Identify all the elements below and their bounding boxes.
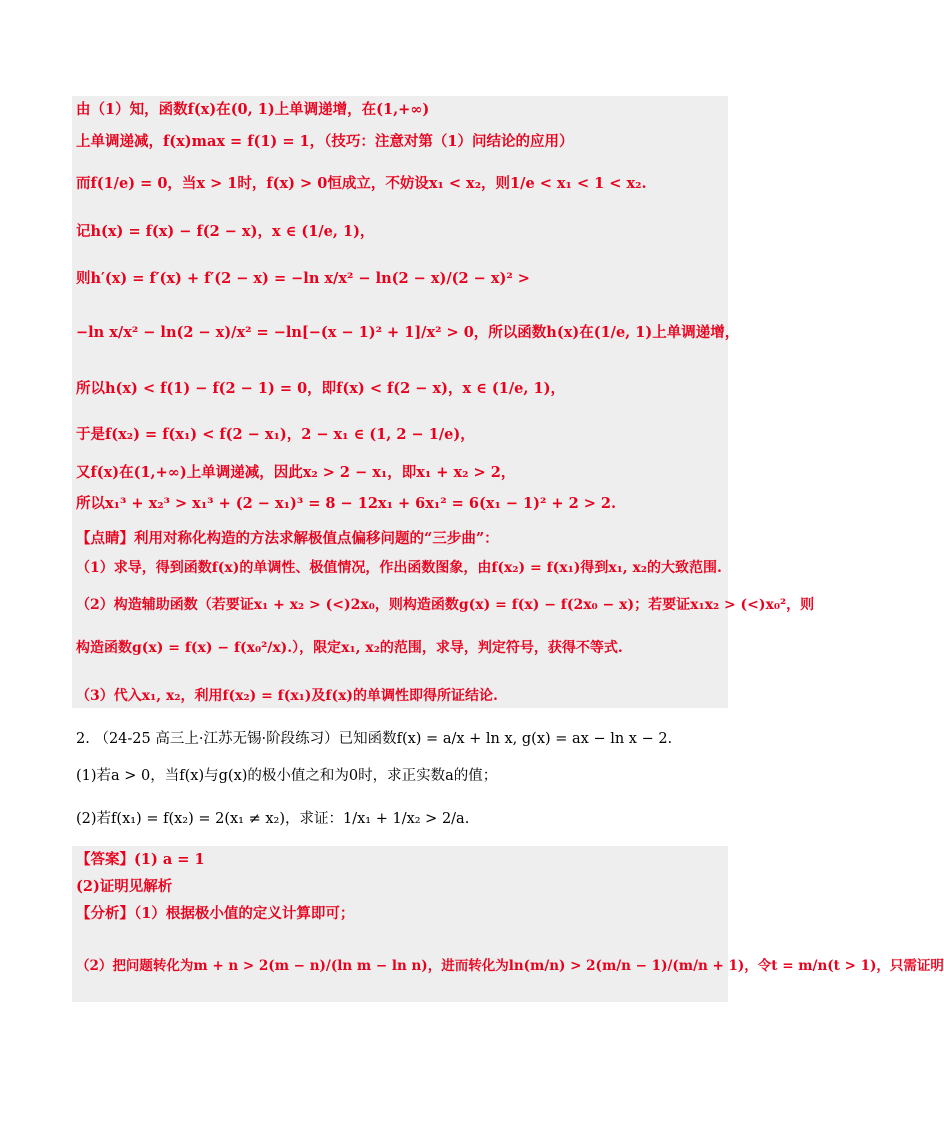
note-step-1: （1）求导，得到函数f(x)的单调性、极值情况，作出函数图象，由f(x₂) = f(x₁)得到x₁, x₂的大致范围.: [76, 560, 722, 576]
note-step-2b: 构造函数g(x) = f(x) − f(x₀²/x).），限定x₁, x₂的范围，求导，判定符号，获得不等式.: [76, 640, 623, 656]
solution-line-1: 由（1）知，函数f(x)在(0, 1)上单调递增，在(1,+∞): [76, 101, 430, 118]
solution-line-2: 上单调递减，f(x)max = f(1) = 1，（技巧：注意对第（1）问结论的应用）: [76, 133, 574, 150]
problem-part-2: (2)若f(x₁) = f(x₂) = 2(x₁ ≠ x₂)，求证：1/x₁ + 1/x₂ > 2/a.: [76, 811, 470, 827]
answer-1: (1) a = 1: [134, 851, 205, 868]
note-text: 利用对称化构造的方法求解极值点偏移问题的“三步曲”：: [134, 530, 499, 547]
problem-number: 2.: [76, 731, 90, 747]
problem-source: （24-25 高三上·江苏无锡·阶段练习）: [94, 731, 339, 747]
solution-line-10: 所以x₁³ + x₂³ > x₁³ + (2 − x₁)³ = 8 − 12x₁ + 6x₁² = 6(x₁ − 1)² + 2 > 2.: [76, 495, 617, 512]
answer-label: 【答案】: [76, 851, 134, 868]
analysis-label: 【分析】: [76, 905, 134, 922]
solution-line-8: 于是f(x₂) = f(x₁) < f(2 − x₁)，2 − x₁ ∈ (1, 2 − 1/e)，: [76, 426, 475, 443]
note-line: [76, 530, 728, 548]
note-step-3: （3）代入x₁, x₂，利用f(x₂) = f(x₁)及f(x)的单调性即得所证结论.: [76, 688, 498, 704]
solution-line-4: 记h(x) = f(x) − f(2 − x)，x ∈ (1/e, 1)，: [76, 223, 375, 240]
answer-line: [76, 851, 728, 869]
analysis-line: [76, 905, 728, 923]
analysis-2: （2）把问题转化为m + n > 2(m − n)/(ln m − ln n)，进而转化为ln(m/n) > 2(m/n − 1)/(m/n + 1)，令t = m/n(t > 1)，只需证明: [76, 958, 944, 974]
solution-line-3: 而f(1/e) = 0，当x > 1时，f(x) > 0恒成立，不妨设x₁ < x₂，则1/e < x₁ < 1 < x₂.: [76, 175, 647, 192]
answer-shaded-block: [72, 846, 944, 1002]
solution-line-5: 则h′(x) = f′(x) + f′(2 − x) = −ln x/x² − ln(2 − x)/(2 − x)² >: [76, 270, 530, 287]
solution-line-7: 所以h(x) < f(1) − f(2 − 1) = 0，即f(x) < f(2 − x)，x ∈ (1/e, 1)，: [76, 380, 565, 397]
note-step-2a: （2）构造辅助函数（若要证x₁ + x₂ > (<)2x₀，则构造函数g(x) = f(x) − f(2x₀ − x)；若要证x₁x₂ > (<)x₀²，则: [76, 597, 815, 613]
solution-line-6: −ln x/x² − ln(2 − x)/x² = −ln[−(x − 1)² + 1]/x² > 0，所以函数h(x)在(1/e, 1)上单调递增，: [76, 324, 740, 341]
note-label: 【点睛】: [76, 530, 134, 547]
problem-stem-line: [76, 730, 728, 748]
analysis-1: （1）根据极小值的定义计算即可；: [134, 905, 355, 922]
solution-line-9: 又f(x)在(1,+∞)上单调递减，因此x₂ > 2 − x₁，即x₁ + x₂ > 2，: [76, 464, 516, 481]
problem-part-1: (1)若a > 0，当f(x)与g(x)的极小值之和为0时，求正实数a的值；: [76, 768, 498, 784]
problem-stem: 已知函数f(x) = a/x + ln x, g(x) = ax − ln x − 2.: [338, 731, 673, 747]
answer-2: (2)证明见解析: [76, 878, 173, 895]
